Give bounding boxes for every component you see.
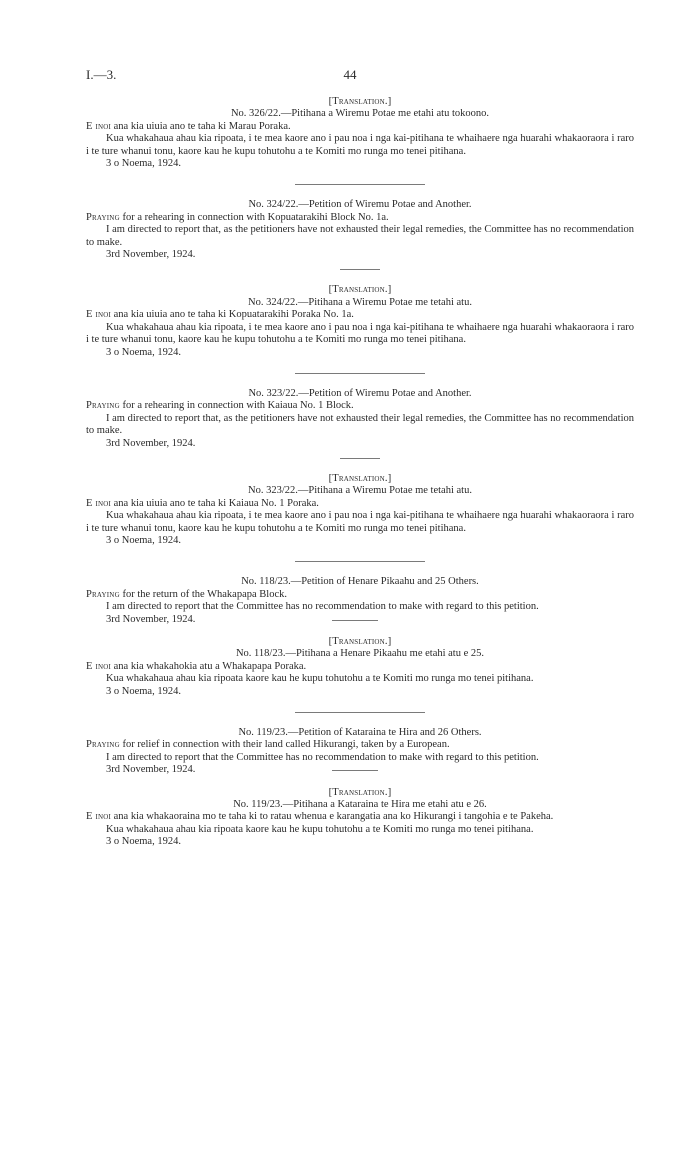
section-118-23-translation bbox=[86, 636, 634, 698]
section-title: No. 323/22.—Pitihana a Wiremu Potae me tetahi atu. bbox=[248, 485, 472, 497]
section-title: No. 326/22.—Pitihana a Wiremu Potae me etahi atu tokoono. bbox=[230, 108, 490, 120]
lead-word: E inoi bbox=[86, 811, 112, 823]
lead-rest: ana kia whakaoraina mo te taha ki to ratau whenua e karangatia ana ko Hikurangi i tangohia e te Pakeha. bbox=[111, 811, 554, 823]
prayer-line bbox=[86, 661, 634, 673]
divider bbox=[295, 712, 425, 713]
section-title: No. 324/22.—Petition of Wiremu Potae and Another. bbox=[248, 199, 472, 211]
section-118-23-petition bbox=[86, 576, 634, 626]
lead-word: Praying bbox=[86, 588, 120, 600]
prayer-line bbox=[86, 400, 634, 412]
translation-tag: [Translation.] bbox=[328, 472, 392, 484]
date-line: 3 o Noema, 1924. bbox=[106, 346, 181, 358]
translation-tag: [Translation.] bbox=[328, 786, 392, 798]
section-title: No. 323/22.—Petition of Wiremu Potae and Another. bbox=[248, 387, 472, 399]
section-title: No. 119/23.—Pitihana a Kataraina te Hira me etahi atu e 26. bbox=[233, 799, 487, 811]
prayer-line bbox=[86, 212, 634, 224]
prayer-line bbox=[86, 498, 634, 510]
section-323-22-petition bbox=[86, 388, 634, 450]
section-323-22-translation bbox=[86, 473, 634, 547]
prayer-line bbox=[86, 121, 634, 133]
divider bbox=[295, 561, 425, 562]
divider bbox=[295, 373, 425, 374]
lead-rest: for relief in connection with their land called Hikurangi, taken by a European. bbox=[119, 739, 450, 751]
section-326-22-translation bbox=[86, 96, 634, 170]
date-line: 3rd November, 1924. bbox=[106, 437, 196, 449]
lead-rest: for the return of the Whakapapa Block. bbox=[119, 588, 287, 600]
section-119-23-petition bbox=[86, 727, 634, 777]
date-line: 3 o Noema, 1924. bbox=[106, 836, 181, 848]
section-title: No. 118/23.—Petition of Henare Pikaahu and 25 Others. bbox=[241, 576, 479, 588]
lead-rest: ana kia uiuia ano te taha ki Kopuatarakihi Poraka No. 1a. bbox=[111, 309, 354, 321]
date-row bbox=[86, 614, 634, 626]
document-body bbox=[86, 96, 634, 849]
date-line: 3rd November, 1924. bbox=[106, 249, 196, 261]
date-line: 3 o Noema, 1924. bbox=[106, 685, 181, 697]
divider bbox=[340, 269, 380, 270]
body-paragraph: Kua whakahaua ahau kia ripoata kaore kau he kupu tohutohu a te Komiti mo runga mo tenei pitihana. bbox=[106, 823, 534, 835]
translation-tag: [Translation.] bbox=[328, 284, 392, 296]
body-paragraph: I am directed to report that, as the petitioners have not exhausted their legal remedies, the Committee has no recommendation to make. bbox=[86, 412, 634, 437]
section-title: No. 119/23.—Petition of Kataraina te Hira and 26 Others. bbox=[238, 727, 482, 739]
page-number: 44 bbox=[343, 67, 357, 82]
lead-rest: for a rehearing in connection with Kopuatarakihi Block No. 1a. bbox=[119, 211, 389, 223]
body-paragraph: Kua whakahaua ahau kia ripoata, i te mea kaore ano i pau noa i nga kai-pitihana te whaihaere nga huarahi whakaoraora i raro i te ture whanui tonu, kaore kau he kupu tohutohu a te Komiti mo runga mo tenei pitihana. bbox=[86, 133, 634, 157]
lead-word: E inoi bbox=[86, 660, 112, 672]
divider bbox=[332, 620, 378, 621]
lead-word: Praying bbox=[86, 211, 120, 223]
date-line: 3 o Noema, 1924. bbox=[106, 158, 181, 170]
body-paragraph: Kua whakahaua ahau kia ripoata kaore kau he kupu tohutohu a te Komiti mo runga mo tenei pitihana. bbox=[106, 673, 534, 685]
body-paragraph: I am directed to report that the Committee has no recommendation to make with regard to this petition. bbox=[106, 751, 539, 763]
section-title: No. 324/22.—Pitihana a Wiremu Potae me tetahi atu. bbox=[248, 296, 472, 308]
lead-word: E inoi bbox=[86, 497, 112, 509]
lead-rest: for a rehearing in connection with Kaiaua No. 1 Block. bbox=[119, 400, 354, 412]
header-left: I.—3. bbox=[86, 67, 117, 82]
lead-word: Praying bbox=[86, 739, 120, 751]
section-title: No. 118/23.—Pitihana a Henare Pikaahu me etahi atu e 25. bbox=[235, 648, 485, 660]
section-119-23-translation bbox=[86, 787, 634, 849]
translation-tag: [Translation.] bbox=[328, 96, 392, 107]
date-line: 3 o Noema, 1924. bbox=[106, 534, 181, 546]
prayer-line bbox=[86, 589, 634, 601]
body-paragraph: Kua whakahaua ahau kia ripoata, i te mea kaore ano i pau noa i nga kai-pitihana te whaihaere nga huarahi whakaoraora i raro i te ture whanui tonu, kaore kau he kupu tohutohu a te Komiti mo runga mo tenei pitihana. bbox=[86, 321, 634, 346]
body-paragraph: I am directed to report that the Committee has no recommendation to make with regard to this petition. bbox=[106, 601, 539, 613]
lead-rest: ana kia whakahokia atu a Whakapapa Poraka. bbox=[111, 660, 307, 672]
lead-word: E inoi bbox=[86, 309, 112, 321]
body-paragraph: Kua whakahaua ahau kia ripoata, i te mea kaore ano i pau noa i nga kai-pitihana te whaihaere nga huarahi whakaoraora i raro i te ture whanui tonu, kaore kau he kupu tohutohu a te Komiti mo runga mo tenei pitihana. bbox=[86, 510, 634, 534]
section-324-22-translation bbox=[86, 284, 634, 358]
divider bbox=[340, 458, 380, 459]
prayer-line bbox=[86, 811, 634, 823]
date-row bbox=[86, 764, 634, 776]
date-line: 3rd November, 1924. bbox=[106, 764, 196, 776]
section-324-22-petition bbox=[86, 199, 634, 261]
date-line: 3rd November, 1924. bbox=[106, 613, 196, 625]
divider bbox=[295, 184, 425, 185]
lead-word: Praying bbox=[86, 400, 120, 412]
body-paragraph: I am directed to report that, as the petitioners have not exhausted their legal remedies, the Committee has no recommendation to make. bbox=[86, 224, 634, 248]
prayer-line bbox=[86, 739, 634, 751]
lead-word: E inoi bbox=[86, 120, 112, 132]
divider bbox=[332, 770, 378, 771]
lead-rest: ana kia uiuia ano te taha ki Kaiaua No. 1 Poraka. bbox=[111, 497, 319, 509]
translation-tag: [Translation.] bbox=[328, 636, 392, 647]
prayer-line bbox=[86, 309, 634, 321]
lead-rest: ana kia uiuia ano te taha ki Marau Poraka. bbox=[111, 120, 291, 132]
